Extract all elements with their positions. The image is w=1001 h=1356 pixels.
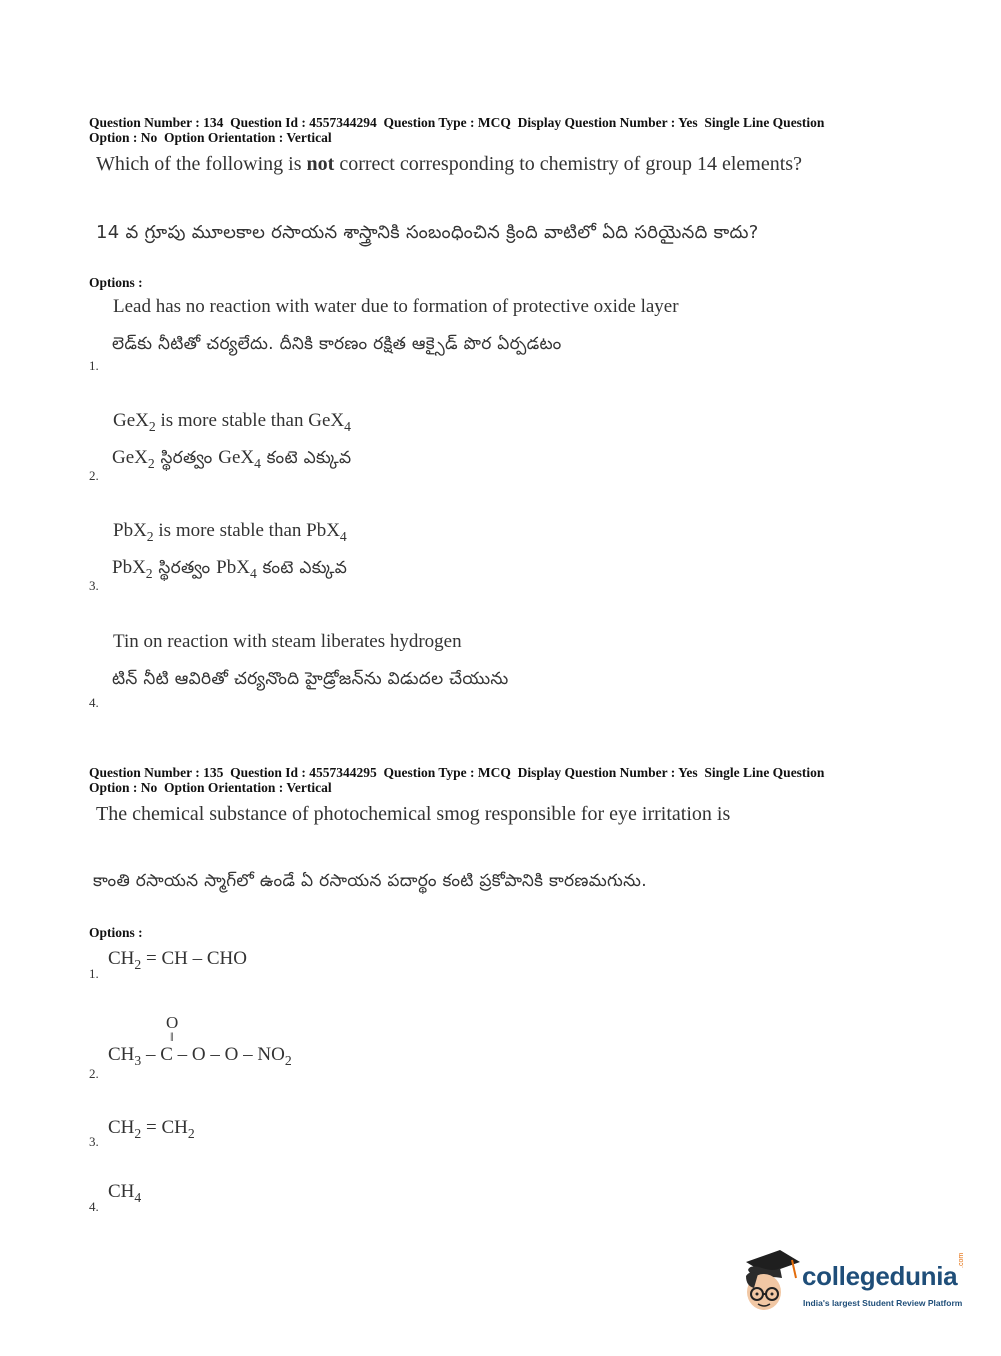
q134-meta-line2: Option : No Option Orientation : Vertical: [89, 130, 332, 145]
q134-option-2-number: 2.: [89, 468, 99, 483]
q135-option-3-formula: $CH_2 = CH_2$: [108, 1117, 195, 1141]
q135-option-4-number: 4.: [89, 1199, 99, 1214]
q134-meta: [89, 115, 824, 145]
q134-meta-line1: Question Number : 134 Question Id : 4557344294 Question Type : MCQ Display Question Number : Yes Single Line Question: [89, 115, 825, 130]
logo-name: collegedunia: [802, 1261, 958, 1291]
q134-option-2-en: GeX$_2$ is more stable than GeX$_4$: [113, 410, 351, 434]
q135-option-2-double-bond: ‖: [170, 1029, 174, 1044]
q134-option-4-number: 4.: [89, 695, 99, 710]
q135-meta: [89, 765, 824, 795]
q135-meta-line2: Option : No Option Orientation : Vertical: [89, 780, 332, 795]
logo-com: .com: [958, 1252, 965, 1268]
q135-options-label: Options :: [89, 925, 143, 940]
q135-option-1-number: 1.: [89, 966, 99, 981]
q134-option-1-en: Lead has no reaction with water due to formation of protective oxide layer: [113, 296, 679, 317]
q134-question-telugu: 14 వ గ్రూపు మూలకాల రసాయన శాస్త్రానికి సంబంధించిన క్రింది వాటిలో ఏది సరియైనది కాదు?: [96, 222, 759, 243]
q134-option-2-te: GeX$_2$ స్థిరత్వం GeX$_4$ కంటె ఎక్కువ: [112, 447, 352, 471]
q135-option-2-carbonyl-o: O: [166, 1013, 179, 1032]
q135-question-text: The chemical substance of photochemical smog responsible for eye irritation is: [96, 803, 731, 825]
q134-option-4-te: టిన్ నీటి ఆవిరితో చర్యనొంది హైడ్రోజన్‌ను విడుదల చేయును: [112, 669, 509, 689]
q135-option-1-formula: $CH_2$ = CH – CHO: [108, 948, 247, 972]
q135-meta-line1: Question Number : 135 Question Id : 4557344295 Question Type : MCQ Display Question Number : Yes Single Line Question: [89, 765, 825, 780]
q134-option-3-number: 3.: [89, 578, 99, 593]
q134-option-4-en: Tin on reaction with steam liberates hydrogen: [113, 631, 462, 652]
logo-tagline: India's largest Student Review Platform: [803, 1298, 963, 1308]
q135-question-telugu: కాంతి రసాయన స్మాగ్‌లో ఉండే ఏ రసాయన పదార్థం కంటి ప్రకోపానికి కారణమగును.: [93, 871, 647, 891]
q134-option-3-en: PbX$_2$ is more stable than PbX$_4$: [113, 520, 347, 544]
q134-option-1-te: లెడ్‌కు నీటితో చర్యలేదు. దీనికి కారణం రక్షిత ఆక్సైడ్ పొర ఏర్పడటం: [112, 334, 562, 354]
q135-option-2-number: 2.: [89, 1066, 99, 1081]
q135-option-2-formula: $CH_3$ – C – O – O – $NO_2$: [108, 1044, 292, 1068]
q135-option-4-formula: $CH_4$: [108, 1181, 142, 1205]
q134-option-3-te: PbX$_2$ స్థిరత్వం PbX$_4$ కంటె ఎక్కువ: [112, 557, 348, 581]
q134-option-1-number: 1.: [89, 358, 99, 373]
q135-option-3-number: 3.: [89, 1134, 99, 1149]
q134-options-label: Options :: [89, 275, 143, 290]
q134-emphasis: not: [306, 153, 335, 175]
collegedunia-logo: [740, 1248, 970, 1318]
q134-question-text: Which of the following is not correct corresponding to chemistry of group 14 elements?: [96, 153, 802, 175]
mascot-icon: [740, 1248, 802, 1314]
